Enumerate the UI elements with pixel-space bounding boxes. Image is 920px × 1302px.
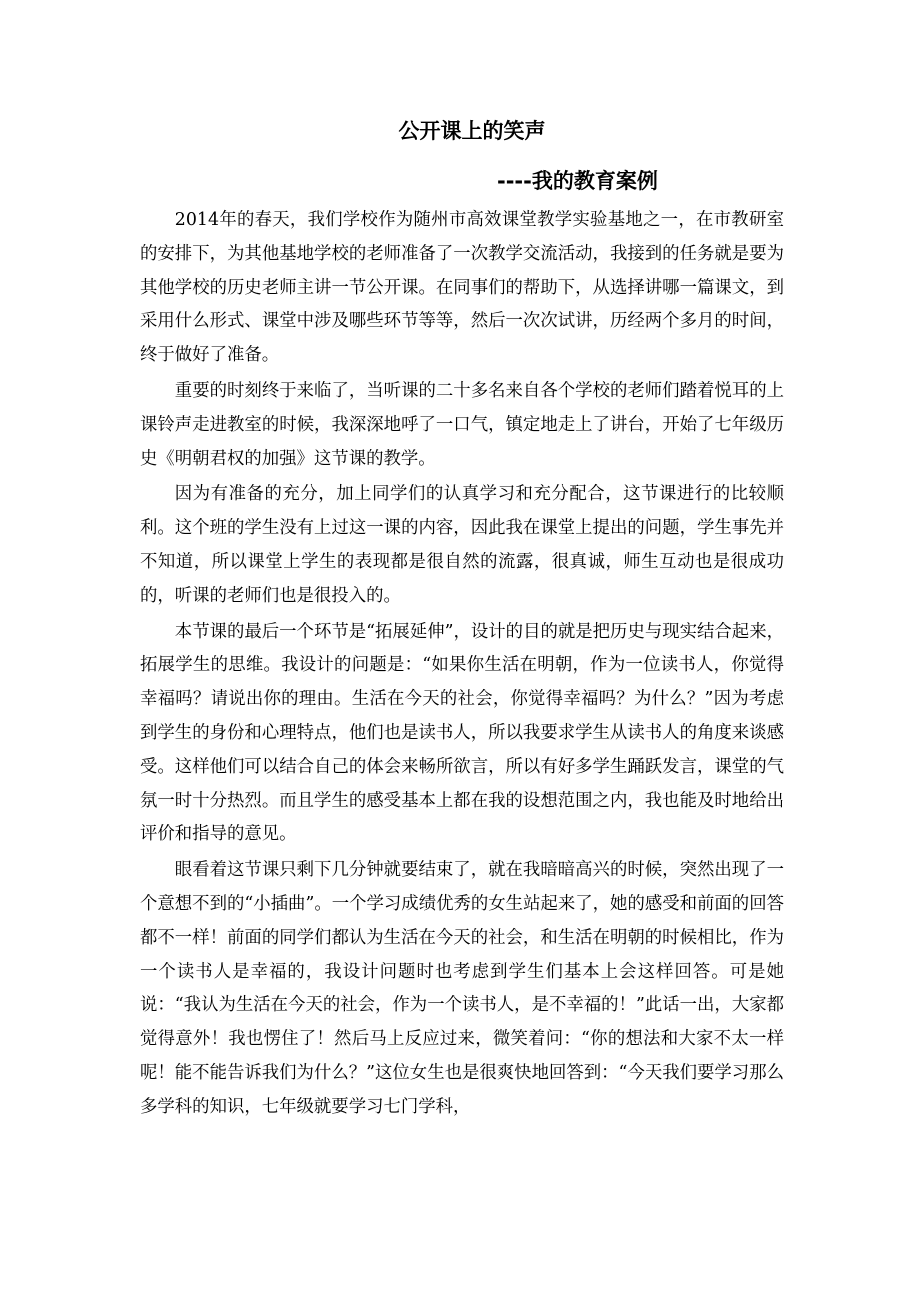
document-subtitle: ----我的教育案例 — [497, 169, 658, 193]
paragraph-2: 重要的时刻终于来临了，当听课的二十多名来自各个学校的老师们踏着悦耳的上课铃声走进教室的时候，我深深地呼了一口气，镇定地走上了讲台，开始了七年级历史《明朝君权的加强》这节课的教学。 — [140, 380, 784, 469]
paragraph-5: 眼看着这节课只剩下几分钟就要结束了，就在我暗暗高兴的时候，突然出现了一个意想不到的“小插曲”。一个学习成绩优秀的女生站起来了，她的感受和前面的回答都不一样！前面的同学们都认为生活在今天的社会，和生活在明朝的时候相比，作为一个读书人是幸福的，我设计问题时也考虑到学生们基本上会这样回答。可是她说：“我认为生活在今天的社会，作为一个读书人，是不幸福的！”此话一出，大家都觉得意外！我也愣住了！然后马上反应过来，微笑着问：“你的想法和大家不太一样呢！能不能告诉我们为什么？”这位女生也是很爽快地回答到：“今天我们要学习那么多学科的知识，七年级就要学习七门学科， — [140, 860, 784, 1117]
paragraph-1: 2014年的春天，我们学校作为随州市高效课堂教学实验基地之一，在市教研室的安排下，为其他基地学校的老师准备了一次教学交流活动，我接到的任务就是要为其他学校的历史老师主讲一节公开课。在同事们的帮助下，从选择讲哪一篇课文，到采用什么形式、课堂中涉及哪些环节等等，然后一次次试讲，历经两个多月的时间，终于做好了准备。 — [140, 210, 784, 366]
paragraph-4: 本节课的最后一个环节是“拓展延伸”，设计的目的就是把历史与现实结合起来，拓展学生的思维。我设计的问题是：“如果你生活在明朝，作为一位读书人，你觉得幸福吗？请说出你的理由。生活在今天的社会，你觉得幸福吗？为什么？”因为考虑到学生的身份和心理特点，他们也是读书人，所以我要求学生从读书人的角度来谈感受。这样他们可以结合自己的体会来畅所欲言，所以有好多学生踊跃发言，课堂的气氛一时十分热烈。而且学生的感受基本上都在我的设想范围之内，我也能及时地给出评价和指导的意见。 — [140, 621, 784, 845]
paragraph-3: 因为有准备的充分，加上同学们的认真学习和充分配合，这节课进行的比较顺利。这个班的学生没有上过这一课的内容，因此我在课堂上提出的问题，学生事先并不知道，所以课堂上学生的表现都是很自然的流露，很真诚，师生互动也是很成功的，听课的老师们也是很投入的。 — [140, 484, 784, 606]
document-page — [140, 110, 784, 1125]
document-title: 公开课上的笑声 — [398, 119, 546, 143]
